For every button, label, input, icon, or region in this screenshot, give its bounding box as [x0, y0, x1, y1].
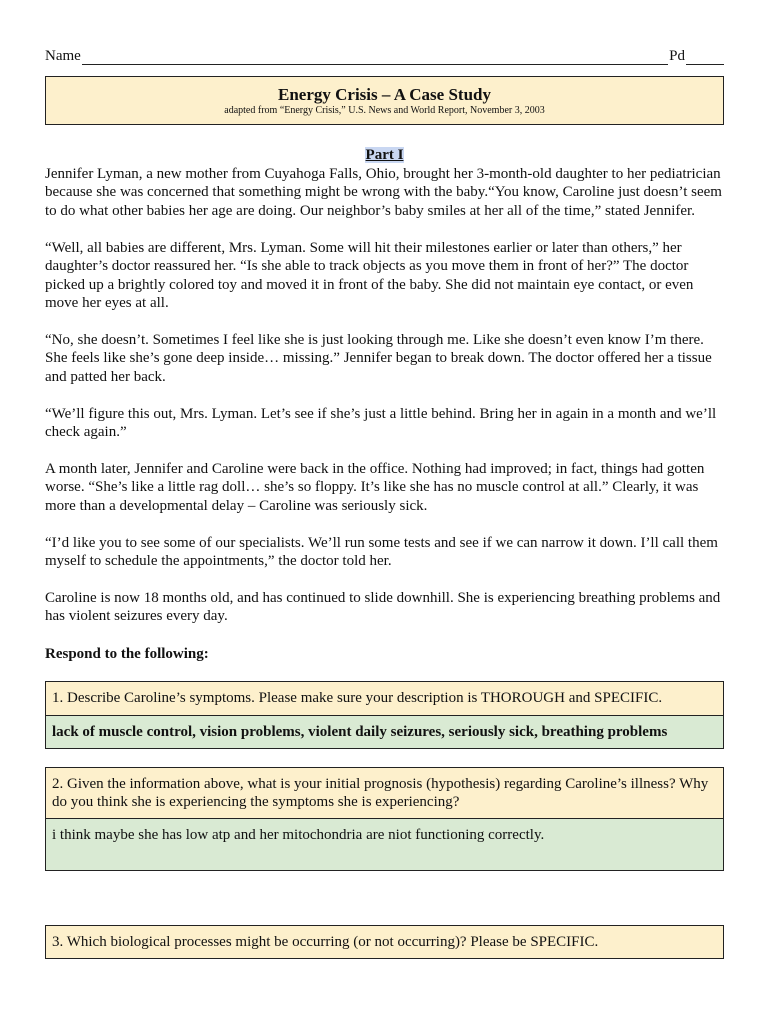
- case-paragraph: “We’ll figure this out, Mrs. Lyman. Let’s see if she’s just a little behind. Bring her in again in a month and we’ll check again.”: [45, 406, 717, 441]
- case-paragraph: “Well, all babies are different, Mrs. Lyman. Some will hit their milestones earlier or later than others,” her daughter’s doctor reassured her. “Is she able to track objects as you move them in front of her?” The doctor picked up a brightly colored toy and moved it in front of the baby. She did not maintain eye contact, or even move her eyes at all.: [45, 240, 694, 312]
- title-box: [45, 76, 724, 125]
- question-box-2: [45, 767, 724, 871]
- respond-heading: Respond to the following:: [45, 646, 209, 662]
- question-box-1: [45, 681, 724, 749]
- pd-label: Pd: [669, 48, 685, 64]
- question-box-3: [45, 925, 724, 959]
- case-paragraph: “I’d like you to see some of our specialists. We’ll run some tests and see if we can narrow it down. I’ll call them myself to schedule the appointments,” the doctor told her.: [45, 535, 718, 570]
- answer-field[interactable]: lack of muscle control, vision problems, violent daily seizures, seriously sick, breathing problems: [46, 716, 723, 748]
- question-text: 3. Which biological processes might be occurring (or not occurring)? Please be SPECIFIC.: [46, 926, 723, 958]
- part-heading-text: Part I: [365, 147, 404, 163]
- part-heading: [45, 146, 724, 164]
- case-paragraph: Caroline is now 18 months old, and has continued to slide downhill. She is experiencing breathing problems and has violent seizures every day.: [45, 590, 721, 625]
- question-text: 1. Describe Caroline’s symptoms. Please make sure your description is THOROUGH and SPECIFIC.: [46, 682, 723, 716]
- case-paragraph: “No, she doesn’t. Sometimes I feel like she is just looking through me. Like she doesn’t even know I’m there. She feels like she’s gone deep inside… missing.” Jennifer began to break down. The doctor offered her a tissue and patted her back.: [45, 332, 712, 385]
- question-text: 2. Given the information above, what is your initial prognosis (hypothesis) regarding Caroline’s illness? Why do you think she is experiencing the symptoms she is experiencing?: [46, 768, 723, 819]
- case-paragraph: A month later, Jennifer and Caroline were back in the office. Nothing had improved; in fact, things had gotten worse. “She’s like a little rag doll… she’s so floppy. It’s like she has no muscle control at all.” Clearly, it was more than a developmental delay – Caroline was seriously sick.: [45, 461, 705, 514]
- name-label: Name: [45, 48, 81, 64]
- document-title: Energy Crisis – A Case Study: [278, 85, 491, 104]
- document-subtitle: adapted from “Energy Crisis,” U.S. News and World Report, November 3, 2003: [224, 105, 545, 116]
- name-field-line[interactable]: [82, 50, 668, 65]
- name-row: [45, 47, 724, 65]
- case-paragraph: Jennifer Lyman, a new mother from Cuyahoga Falls, Ohio, brought her 3-month-old daughter to her pediatrician because she was concerned that something might be wrong with the baby.“You know, Caroline just doesn’t seem to do what other babies her age are doing. Our neighbor’s baby smiles at her all of the time,” stated Jennifer.: [45, 166, 722, 219]
- period-field-line[interactable]: [686, 50, 724, 65]
- answer-field[interactable]: i think maybe she has low atp and her mitochondria are niot functioning correctly.: [46, 819, 723, 870]
